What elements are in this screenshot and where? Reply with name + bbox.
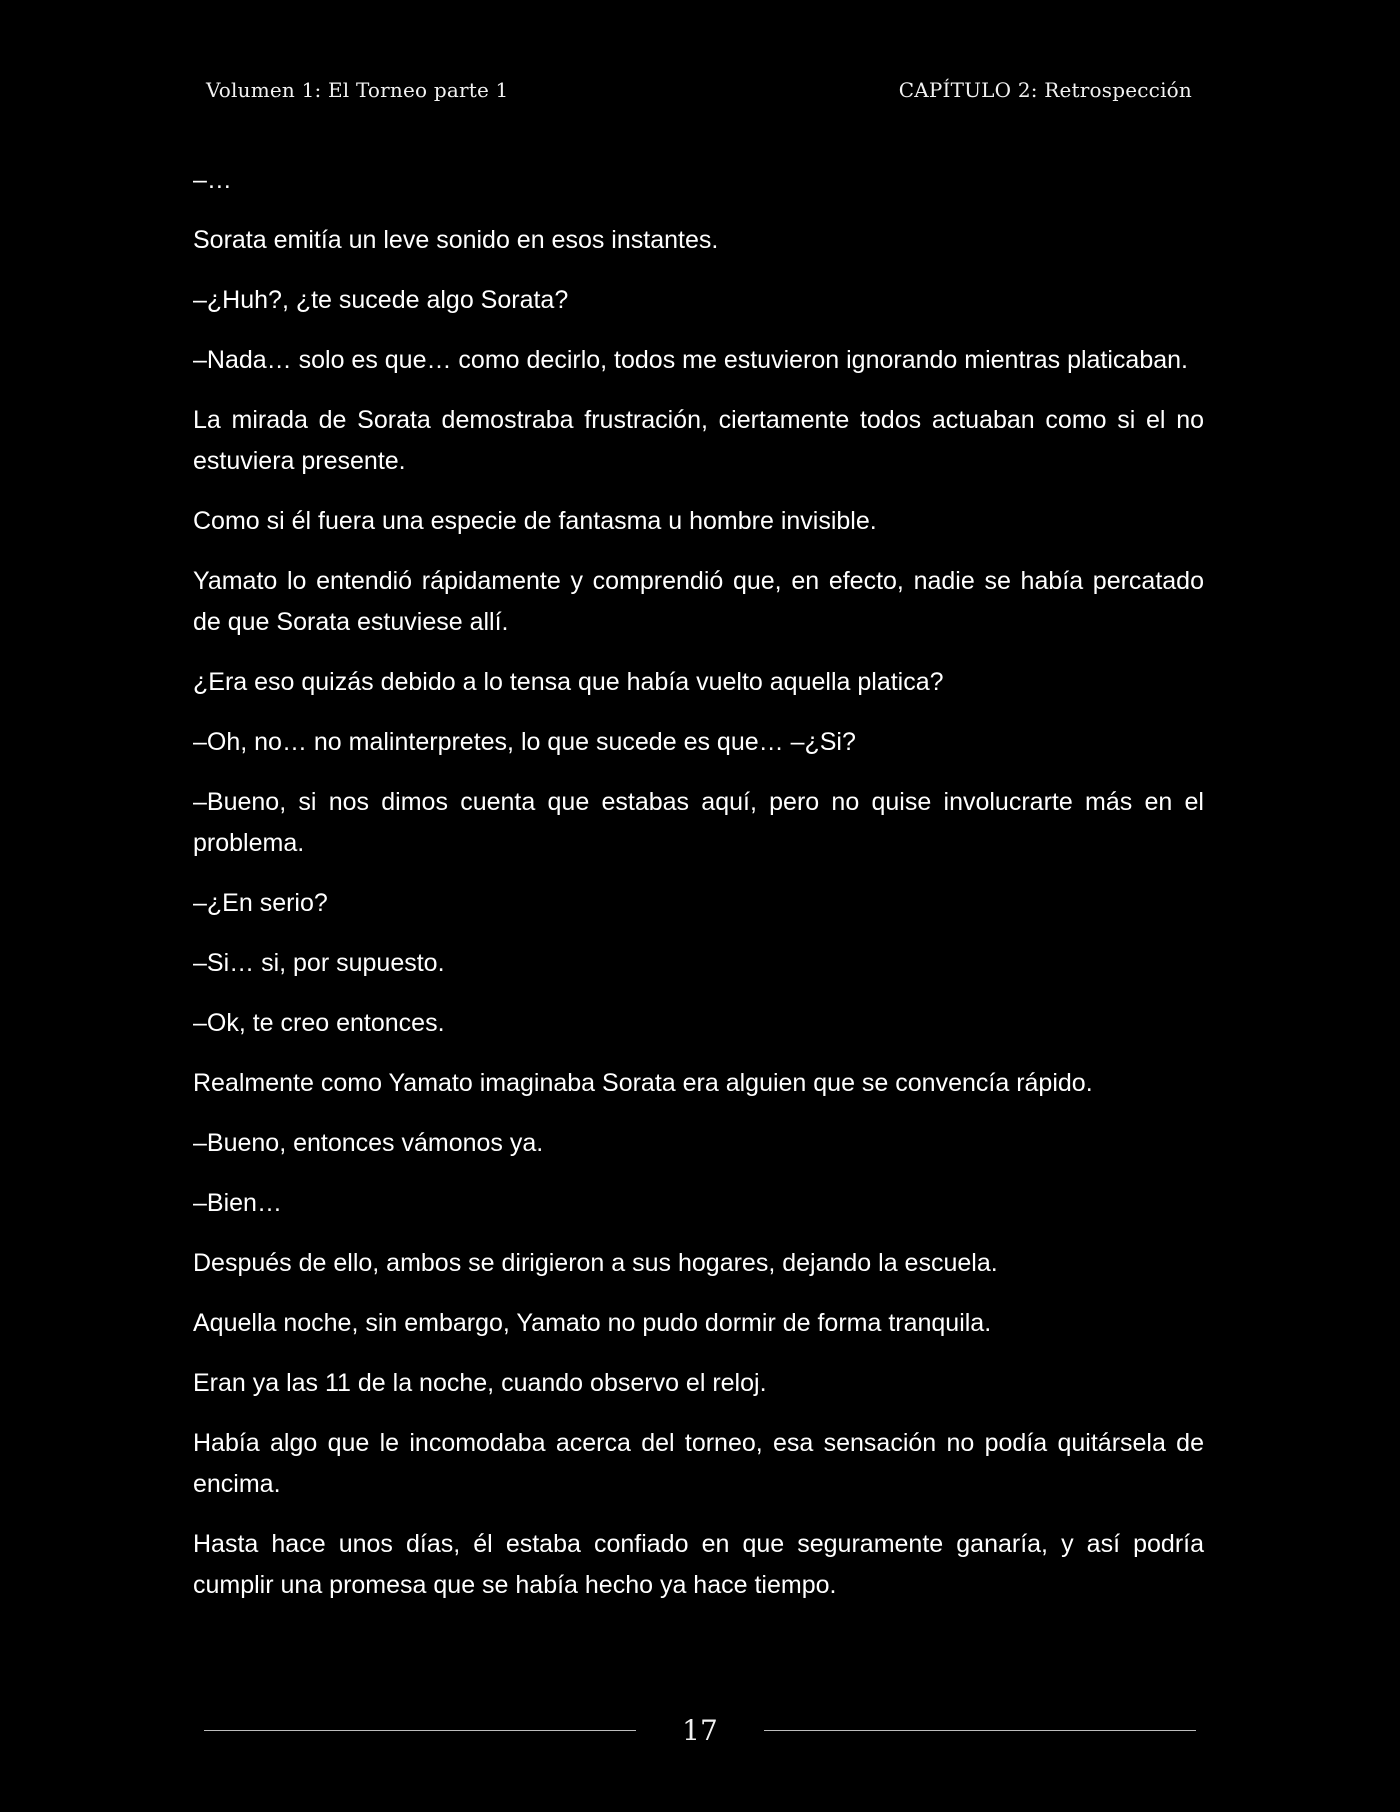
volume-title: Volumen 1: El Torneo parte 1 <box>206 78 509 102</box>
paragraph: –¿En serio? <box>193 889 328 917</box>
paragraph: Eran ya las 11 de la noche, cuando observo el reloj. <box>193 1369 767 1397</box>
paragraph: –Ok, te creo entonces. <box>193 1009 445 1037</box>
paragraph: Después de ello, ambos se dirigieron a sus hogares, dejando la escuela. <box>193 1249 998 1277</box>
chapter-title: CAPÍTULO 2: Retrospección <box>898 78 1192 102</box>
page-number: 17 <box>682 1713 718 1747</box>
paragraph: La mirada de Sorata demostraba frustración, ciertamente todos actuaban como si el no estuviera presente. <box>193 406 1204 475</box>
paragraph: –Bien… <box>193 1189 282 1217</box>
paragraph: –Nada… solo es que… como decirlo, todos me estuvieron ignorando mientras platicaban. <box>193 346 1188 374</box>
page-footer <box>204 1710 1196 1750</box>
paragraph: Aquella noche, sin embargo, Yamato no pudo dormir de forma tranquila. <box>193 1309 992 1337</box>
running-header <box>206 78 1192 112</box>
paragraph: Había algo que le incomodaba acerca del torneo, esa sensación no podía quitársela de encima. <box>193 1429 1204 1498</box>
chapter-body <box>193 160 1204 1625</box>
paragraph: –Oh, no… no malinterpretes, lo que sucede es que… –¿Si? <box>193 728 856 756</box>
paragraph: –Bueno, si nos dimos cuenta que estabas aquí, pero no quise involucrarte más en el problema. <box>193 788 1204 857</box>
paragraph: –Si… si, por supuesto. <box>193 949 445 977</box>
paragraph: –… <box>193 166 232 194</box>
paragraph: Sorata emitía un leve sonido en esos instantes. <box>193 226 719 254</box>
paragraph: Hasta hace unos días, él estaba confiado en que seguramente ganaría, y así podría cumplir una promesa que se había hecho ya hace tiempo. <box>193 1530 1204 1599</box>
paragraph: Yamato lo entendió rápidamente y comprendió que, en efecto, nadie se había percatado de que Sorata estuviese allí. <box>193 567 1204 636</box>
footer-rule-left <box>204 1730 636 1731</box>
paragraph: –Bueno, entonces vámonos ya. <box>193 1129 544 1157</box>
footer-rule-right <box>764 1730 1196 1731</box>
paragraph: Como si él fuera una especie de fantasma u hombre invisible. <box>193 507 877 535</box>
paragraph: ¿Era eso quizás debido a lo tensa que había vuelto aquella platica? <box>193 668 944 696</box>
paragraph: –¿Huh?, ¿te sucede algo Sorata? <box>193 286 569 314</box>
paragraph: Realmente como Yamato imaginaba Sorata era alguien que se convencía rápido. <box>193 1069 1093 1097</box>
